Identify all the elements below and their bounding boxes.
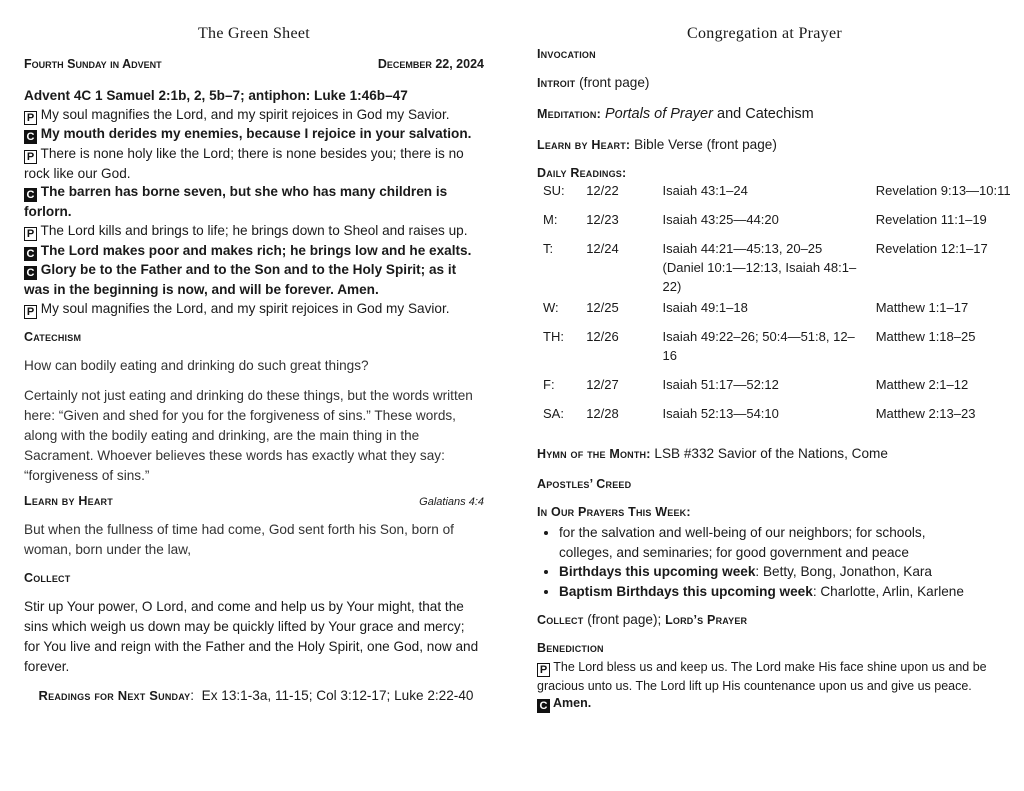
reading-nt: Matthew 2:1–12	[875, 377, 969, 392]
invocation-heading: Invocation	[537, 47, 596, 61]
reading-day: W:	[543, 300, 559, 315]
next-sunday-readings: Ex 13:1-3a, 11-15; Col 3:12-17; Luke 2:22-40	[201, 688, 474, 703]
reading-ot: Isaiah 43:1–24	[662, 183, 748, 198]
reading-day: SA:	[543, 406, 564, 421]
list-item: • Baptism Birthdays this upcoming week: Charlotte, Arlin, Karlene	[559, 582, 967, 602]
psalm-line	[24, 221, 484, 241]
table-row	[537, 210, 1024, 239]
list-item: • for the salvation and well-being of our neighbors; for schools, colleges, and seminaries; for good government and peace	[559, 523, 967, 562]
collect-line	[537, 612, 1024, 627]
psalm-text: My soul magnifies the Lord, and my spirit rejoices in God my Savior.	[40, 107, 450, 122]
prayers-list	[537, 523, 967, 601]
table-row	[537, 239, 1024, 298]
catechism-question: How can bodily eating and drinking do such great things?	[24, 358, 369, 373]
reading-date: 12/27	[586, 377, 619, 392]
psalm-line	[24, 144, 484, 184]
meditation-line	[537, 106, 1024, 122]
prayers-heading: In Our Prayers This Week:	[537, 505, 691, 519]
reading-ot: Isaiah 49:1–18	[662, 300, 748, 315]
pastor-marker: P	[537, 663, 550, 677]
congregation-marker: C	[24, 266, 37, 280]
catechism-answer: Certainly not just eating and drinking do these things, but the words written here: “Given and shed for you for the forgiveness of sins.” These words, along with the bodily eating and drinking, are the main thing in the Sacrament. Whoever believes these words has exactly what they say: “forgiveness of sins.”	[24, 388, 473, 483]
reading-date: 12/26	[586, 329, 619, 344]
reading-date: 12/22	[586, 183, 619, 198]
hymn-label: Hymn of the Month:	[537, 447, 651, 461]
reading-nt: Revelation 11:1–19	[875, 212, 987, 227]
pastor-marker: P	[24, 111, 37, 125]
psalm-line	[24, 260, 484, 300]
page-title: The Green Sheet	[197, 25, 310, 42]
benediction-text: P The Lord bless us and keep us. The Lord make His face shine upon us and be gracious unto us. The Lord lift up His countenance upon us and give us peace.	[537, 660, 987, 693]
learn-by-heart-verse: But when the fullness of time had come, God sent forth his Son, born of woman, born under the law,	[24, 522, 454, 557]
table-row	[537, 327, 1024, 375]
daily-readings-heading: Daily Readings:	[537, 166, 627, 180]
pastor-marker: P	[24, 150, 37, 164]
reading-day: M:	[543, 212, 558, 227]
sunday-date: December 22, 2024	[377, 57, 484, 71]
psalm-line	[24, 182, 484, 222]
psalm-heading: Advent 4C 1 Samuel 2:1b, 2, 5b–7; antiphon: Luke 1:46b–47	[24, 88, 408, 103]
psalm-text: The barren has borne seven, but she who has many children is forlorn.	[24, 184, 448, 219]
hymn-text: LSB #332 Savior of the Nations, Come	[654, 446, 888, 461]
reading-day: TH:	[543, 329, 564, 344]
pastor-marker: P	[24, 305, 37, 319]
next-sunday: Readings for Next Sunday: Ex 13:1-3a, 11-15; Col 3:12-17; Luke 2:22-40	[38, 688, 474, 703]
reading-ot: Isaiah 51:17—52:12	[662, 377, 779, 392]
table-row	[537, 181, 1024, 210]
psalm-text: Glory be to the Father and to the Son and to the Holy Spirit; as it was in the beginning is now, and will be forever. Amen.	[24, 262, 457, 297]
catechism-heading: Catechism	[24, 330, 82, 344]
reading-nt: Matthew 1:18–25	[875, 329, 976, 344]
collect-heading: Collect	[24, 571, 71, 585]
list-item: • Birthdays this upcoming week: Betty, Bong, Jonathon, Kara	[559, 562, 967, 582]
psalm-text: The Lord kills and brings to life; he brings down to Sheol and raises up.	[40, 223, 468, 238]
meditation-rest: and Catechism	[717, 106, 814, 122]
learn-by-heart-heading: Learn by Heart	[24, 494, 113, 508]
sunday-header	[24, 57, 484, 71]
page-title: Congregation at Prayer	[687, 25, 842, 42]
reading-day: SU:	[543, 183, 565, 198]
psalm-text: There is none holy like the Lord; there is none besides you; there is no rock like our God.	[24, 146, 464, 181]
pastor-marker: P	[24, 227, 37, 241]
congregation-marker: C	[537, 699, 550, 713]
reading-nt: Matthew 2:13–23	[875, 406, 976, 421]
collect-note: (front page);	[587, 612, 662, 627]
reading-day: T:	[543, 241, 554, 256]
reading-date: 12/28	[586, 406, 619, 421]
psalm-line	[24, 299, 484, 319]
learn-by-heart-header	[24, 494, 484, 508]
psalm-line	[24, 105, 484, 125]
reading-day: F:	[543, 377, 555, 392]
learn-by-heart-label: Learn by Heart:	[537, 138, 631, 152]
benediction-response: C Amen.	[537, 694, 1024, 713]
learn-by-heart-reference: Galatians 4:4	[419, 496, 484, 508]
reading-ot: Isaiah 52:13—54:10	[662, 406, 779, 421]
reading-date: 12/25	[586, 300, 619, 315]
introit-note: (front page)	[579, 75, 650, 90]
reading-ot: Isaiah 43:25—44:20	[662, 212, 779, 227]
reading-nt: Revelation 9:13—10:11	[875, 183, 1011, 198]
left-page	[24, 0, 484, 791]
sunday-name: Fourth Sunday in Advent	[24, 57, 162, 71]
psalm-text: My soul magnifies the Lord, and my spirit rejoices in God my Savior.	[40, 301, 450, 316]
congregation-marker: C	[24, 130, 37, 144]
collect-label: Collect	[537, 613, 584, 627]
introit-label: Introit	[537, 76, 576, 90]
reading-date: 12/23	[586, 212, 619, 227]
right-page	[537, 0, 1024, 791]
creed-heading: Apostles’ Creed	[537, 477, 632, 491]
psalm-line	[24, 124, 484, 144]
meditation-label: Meditation:	[537, 107, 601, 121]
reading-ot: Isaiah 49:22–26; 50:4—51:8, 12–16	[662, 329, 855, 363]
reading-nt: Revelation 12:1–17	[875, 241, 988, 256]
table-row	[537, 298, 1024, 327]
table-row	[537, 375, 1024, 404]
congregation-marker: C	[24, 247, 37, 261]
reading-nt: Matthew 1:1–17	[875, 300, 969, 315]
benediction-heading: Benediction	[537, 641, 604, 655]
reading-date: 12/24	[586, 241, 619, 256]
table-row	[537, 404, 1024, 433]
congregation-marker: C	[24, 188, 37, 202]
psalm-text: The Lord makes poor and makes rich; he brings low and he exalts.	[40, 243, 472, 258]
learn-by-heart-line	[537, 137, 1024, 152]
collect-text: Stir up Your power, O Lord, and come and help us by Your might, that the sins which weigh us down may be quickly lifted by Your grace and mercy; for You live and reign with the Father and the Holy Spirit, one God, now and forever.	[24, 599, 479, 674]
hymn-line	[537, 446, 1024, 461]
meditation-title: Portals of Prayer	[604, 106, 713, 122]
next-sunday-label: Readings for Next Sunday	[38, 688, 191, 703]
daily-readings-table	[537, 181, 1024, 433]
psalm-text: My mouth derides my enemies, because I rejoice in your salvation.	[40, 126, 472, 141]
learn-by-heart-text: Bible Verse (front page)	[634, 137, 777, 152]
reading-ot: Isaiah 44:21—45:13, 20–25 (Daniel 10:1—12:13, Isaiah 48:1–22)	[662, 241, 857, 294]
introit-line	[537, 75, 1024, 90]
lords-prayer-label: Lord’s Prayer	[665, 613, 748, 627]
psalm-line	[24, 241, 484, 261]
